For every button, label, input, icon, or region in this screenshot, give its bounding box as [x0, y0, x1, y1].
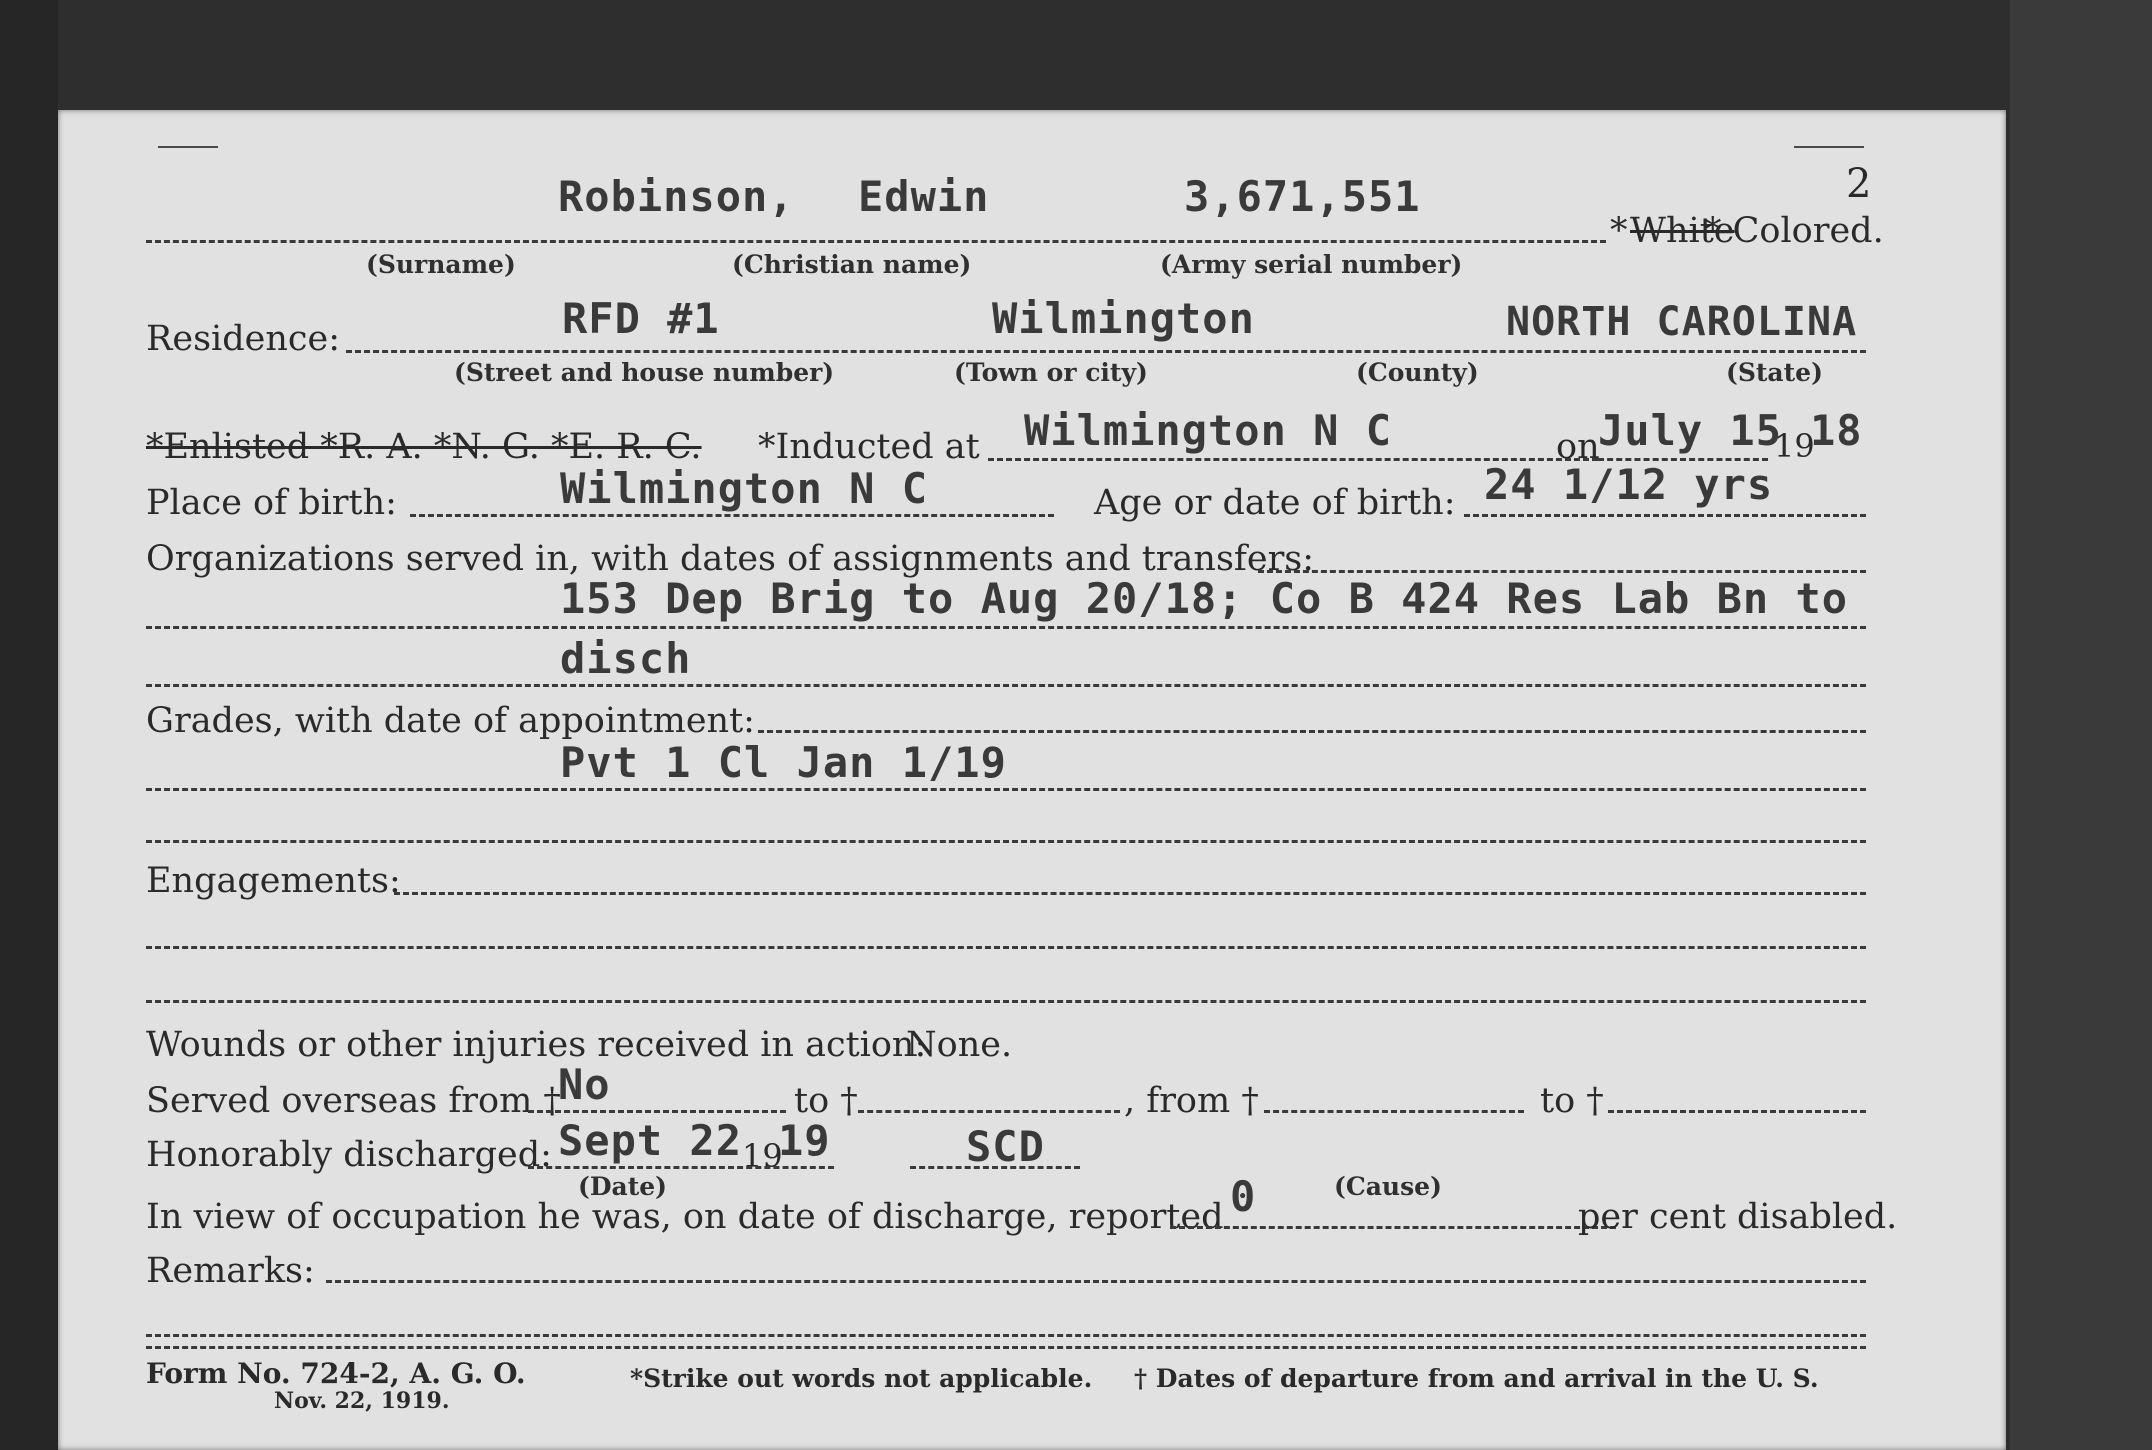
- grades-value: Pvt 1 Cl Jan 1/19: [560, 738, 1007, 787]
- discharged-label: Honorably discharged:: [146, 1135, 552, 1175]
- discharge-year-value: 19: [778, 1116, 831, 1165]
- organizations-line-0: [1258, 570, 1866, 573]
- serial-number-label: (Army serial number): [1160, 250, 1463, 279]
- race-white-star: *: [1610, 211, 1628, 251]
- residence-line: [346, 350, 1866, 353]
- residence-town-value: Wilmington: [992, 294, 1255, 343]
- grades-line-1: [146, 788, 1866, 791]
- discharge-date-line: [528, 1166, 834, 1169]
- residence-label: Residence:: [146, 319, 340, 359]
- disabled-percent-value: 0: [1230, 1172, 1257, 1221]
- race-white-struck: White: [1630, 211, 1735, 251]
- inducted-at-label: *Inducted at: [758, 427, 980, 467]
- wounds-label: Wounds or other injuries received in action:: [146, 1025, 927, 1065]
- inducted-place-value: Wilmington N C: [1024, 406, 1393, 455]
- remarks-line-1: [146, 1334, 1866, 1337]
- organizations-value-1: 153 Dep Brig to Aug 20/18; Co B 424 Res Lab Bn to: [560, 574, 1849, 623]
- race-colored: * Colored.: [1704, 211, 1884, 251]
- served-overseas-label: Served overseas from †: [146, 1081, 561, 1121]
- name-line: [146, 240, 1606, 243]
- organizations-value-2: disch: [560, 634, 692, 683]
- residence-state-value: NORTH CAROLINA: [1506, 299, 1858, 345]
- disabled-line: [1170, 1226, 1616, 1229]
- county-label: (County): [1356, 358, 1479, 387]
- place-of-birth-value: Wilmington N C: [560, 464, 929, 513]
- overseas-line-4: [1608, 1110, 1866, 1113]
- surname-label: (Surname): [366, 250, 516, 279]
- overseas-value: No: [558, 1060, 611, 1109]
- wounds-value: None.: [906, 1025, 1013, 1065]
- residence-street-value: RFD #1: [562, 294, 720, 343]
- christian-name-value: Edwin: [858, 172, 990, 221]
- remarks-label: Remarks:: [146, 1251, 315, 1291]
- scan-border-left: [0, 0, 58, 1450]
- on-label: on: [1556, 427, 1600, 467]
- age-value: 24 1/12 yrs: [1484, 460, 1774, 509]
- from-label: , from †: [1124, 1081, 1259, 1121]
- date-label: (Date): [578, 1172, 667, 1201]
- to-label-2: to †: [1540, 1081, 1604, 1121]
- footnote-strike: *Strike out words not applicable.: [630, 1364, 1093, 1393]
- engagements-label: Engagements:: [146, 861, 401, 901]
- disabled-label: In view of occupation he was, on date of discharge, reported: [146, 1197, 1224, 1237]
- grades-line-0: [758, 730, 1866, 733]
- discharge-year-prefix: 19: [742, 1137, 783, 1175]
- corner-rule-right: [1794, 146, 1864, 148]
- engagements-line-1: [146, 946, 1866, 949]
- card-number: 2: [1846, 161, 1872, 207]
- street-label: (Street and house number): [454, 358, 835, 387]
- age-label: Age or date of birth:: [1094, 483, 1456, 523]
- grades-line-2: [146, 840, 1866, 843]
- corner-rule-left: [158, 146, 218, 148]
- form-date: Nov. 22, 1919.: [274, 1388, 450, 1414]
- christian-name-label: (Christian name): [732, 250, 972, 279]
- overseas-line-3: [1264, 1110, 1524, 1113]
- organizations-line-2: [146, 684, 1866, 687]
- scan-border-right: [2010, 0, 2152, 1450]
- grades-label: Grades, with date of appointment:: [146, 701, 755, 741]
- remarks-line-0: [326, 1280, 1866, 1283]
- to-label-1: to †: [794, 1081, 858, 1121]
- organizations-line-1: [146, 626, 1866, 629]
- discharge-cause-value: SCD: [966, 1122, 1045, 1171]
- discharge-date-value: Sept 22: [558, 1116, 743, 1165]
- town-label: (Town or city): [954, 358, 1148, 387]
- surname-value: Robinson,: [558, 172, 795, 221]
- service-record-card: [58, 110, 2006, 1450]
- inducted-date-value: July 15: [1598, 406, 1783, 455]
- serial-number-value: 3,671,551: [1184, 172, 1421, 221]
- cause-label: (Cause): [1334, 1172, 1442, 1201]
- form-number: Form No. 724-2, A. G. O.: [146, 1357, 526, 1390]
- discharge-cause-line: [910, 1166, 1080, 1169]
- place-of-birth-label: Place of birth:: [146, 483, 397, 523]
- enlisted-options-struck: *Enlisted *R. A. *N. G. *E. R. C.: [146, 427, 702, 467]
- overseas-line-2: [858, 1110, 1120, 1113]
- inducted-year-prefix: 19: [1774, 427, 1815, 465]
- place-of-birth-line: [410, 514, 1054, 517]
- remarks-line-2: [146, 1346, 1866, 1349]
- disabled-suffix: per cent disabled.: [1578, 1197, 1898, 1237]
- age-line: [1464, 514, 1866, 517]
- state-label: (State): [1726, 358, 1823, 387]
- overseas-line-1: [528, 1110, 786, 1113]
- footnote-dates: † Dates of departure from and arrival in the U. S.: [1134, 1364, 1819, 1393]
- inducted-year-value: 18: [1810, 406, 1863, 455]
- organizations-label: Organizations served in, with dates of assignments and transfers:: [146, 539, 1315, 579]
- engagements-line-2: [146, 1000, 1866, 1003]
- engagements-line-0: [394, 892, 1866, 895]
